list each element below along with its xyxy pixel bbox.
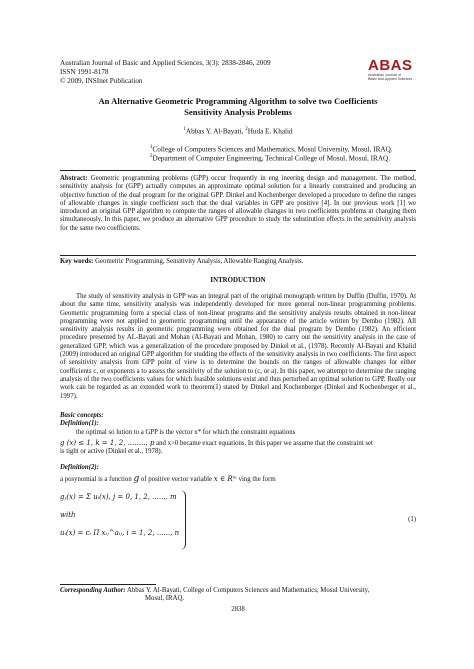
footnote-rule <box>60 584 156 585</box>
journal-logo-text: ABAS <box>368 57 413 74</box>
definition-1-heading: Definition(1): <box>60 420 99 427</box>
equation-block <box>60 490 186 558</box>
posynomial-symbol: g <box>133 474 140 484</box>
journal-citation: Australian Journal of Basic and Applied Sciences, 3(3): 2838-2846, 2009 <box>60 59 271 67</box>
abstract-box <box>60 170 416 256</box>
introduction-paragraph: The study of sensitivity analysis in GPP was an integral part of the original monograph written by Duffin (Duffin, 1970). At about the same time, sensitivity analysis was independently developed for more general non-linear programming problems. Geometric programming form a special class of non-linear programs and the sensitivity analysis results obtained in non-linear programming were not applied to geometric programming until the appearance of the article written by Dembo (1982). All sensitivity analysis results in geometric programming were obtained for the dual program by Dembo (1982). An efficient procedure presented by AL-Bayati and Mohan (Al-Bayati and Mohan, 1980) to carry out the sensitivity analysis in the case of generalized GPP, which was a generalization of the procedure proposed by Dinkel et al., (1978). Recently Al-Bayati and Khalid (2009) introduced an original GPP algorithm for studding the effects of the sensitivity analysis in two coefficients. The first aspect of sensitivity analysis from GPP point of view is to determine the bounds on the ranges of allowable changes for either coefficients c, or exponents a to assess the sensitivity of the solution to (c, or a). In this paper, we attempt to determine the ranging analysis of the two coefficients values for which feasible solutions exist and thus perturbed an optimal solution to GPP. Really our work can be regarded as an extended work to theorem(1) stated by Dinkel and Kochenberger (Dinkel and Kochenberger et al., 1997). <box>60 293 416 400</box>
definition-2-heading: Definition(2): <box>60 464 99 471</box>
corresponding-author-text-1: Abbas Y. Al-Bayati, College of Computers Sciences and Mathematics, Mosul University, <box>127 587 370 594</box>
section-heading-introduction: INTRODUCTION <box>210 277 266 284</box>
corresponding-author-label: Corresponding Author: <box>60 587 126 594</box>
definition-2-text-b: of positive vector variable <box>140 476 213 483</box>
equation-number: (1) <box>408 516 416 523</box>
posynomial-equation: gⱼ(x) = Σ uᵢ(x), j = 0, 1, 2, ......, m <box>60 493 177 501</box>
keywords-label: Key words: <box>60 258 94 265</box>
definition-2-line-1 <box>60 474 416 484</box>
equation-brace <box>178 490 186 550</box>
author-1: Abbas Y. Al-Bayati, <box>185 127 244 136</box>
author-2-marker: 2 <box>245 127 248 132</box>
copyright: © 2009, INSInet Publication <box>60 77 143 85</box>
affiliation-2-marker: 2 <box>150 154 153 159</box>
page-number: 2838 <box>231 606 245 613</box>
definition-2-text-a: a posynomial is a function <box>60 476 132 483</box>
definition-1-line-2 <box>60 438 416 448</box>
paper-title-line-2: Sensitivity Analysis Problems <box>184 107 292 117</box>
author-2: Huda E. Khalid <box>247 127 293 136</box>
corresponding-author <box>60 587 416 595</box>
affiliation-1-text: College of Computers Sciences and Mathematics, Mosul University, Mosul, IRAQ. <box>152 145 393 154</box>
constraint-formula: g (x) ≤ 1, k = 1, 2, ........, p <box>60 439 155 447</box>
journal-logo-subtitle-1: Australian Journal of <box>368 73 401 77</box>
definition-1-line-2-text: and x>0 became exact equations. In this paper we assume that the constraint set <box>156 440 373 447</box>
issn: ISSN 1991-8178 <box>60 68 109 76</box>
affiliation-2 <box>150 152 390 163</box>
corresponding-author-text-2: Mosul, IRAQ. <box>145 595 185 602</box>
paper-title-line-1: An Alternative Geometric Programming Algorithm to solve two Coefficients <box>98 96 378 106</box>
affiliation-1-marker: 1 <box>150 145 153 150</box>
author-line <box>60 125 416 136</box>
equation-with: with <box>60 511 76 519</box>
term-equation: uᵢ(x) = cᵢ Π xᵢⱼ^aᵢⱼ, i = 1, 2, ......, n <box>60 529 180 537</box>
affiliation-2-text: Department of Computer Engineering, Technical College of Mosul, Mosul, IRAQ. <box>152 154 391 163</box>
section-heading-basic-concepts: Basic concepts: <box>60 412 104 419</box>
keywords-text: Geometric Programming, Sensitivity Analysis, Allowable Ranging Analysis. <box>95 258 304 265</box>
definition-2-text-c: ving the form <box>238 476 276 483</box>
abstract-text: Geometric programming problems (GPP) occur frequently in eng ineering design and management. The method, sensitivity analysis for (GPP) actually computes an approximate optimal solution for a linearly constrained and producing an objective function of the dual program for the original GPP. Dinkel and Kochenberger developed a procedure to define the ranges of allowable changes in single coefficient such that the dual variables in GPP are positive [4]. In our previous work [1] we introduced an original GPP algorithm to compute the ranges of allowable changes in two coefficients problems at changing them simultaneously. In this paper, we produce an alternative GPP procedure to study the substitution effects in the sensitivity analysis for the same two coefficients. <box>60 175 416 232</box>
keywords <box>60 258 416 266</box>
abstract-label: Abstract: <box>60 175 88 182</box>
vector-domain: x ∈ Rᵐ <box>213 475 237 483</box>
journal-logo <box>368 58 416 82</box>
definition-1-line-3: is tight or active (Dinkel et al., 1978). <box>60 448 163 455</box>
journal-logo-subtitle-2: Basic and Applied Sciences <box>368 77 413 81</box>
definition-1-line-1: the optimal so lution to a GPP is the vector x* for which the constraint equations <box>76 429 296 436</box>
abstract <box>60 175 416 233</box>
author-1-marker: 1 <box>183 127 186 132</box>
